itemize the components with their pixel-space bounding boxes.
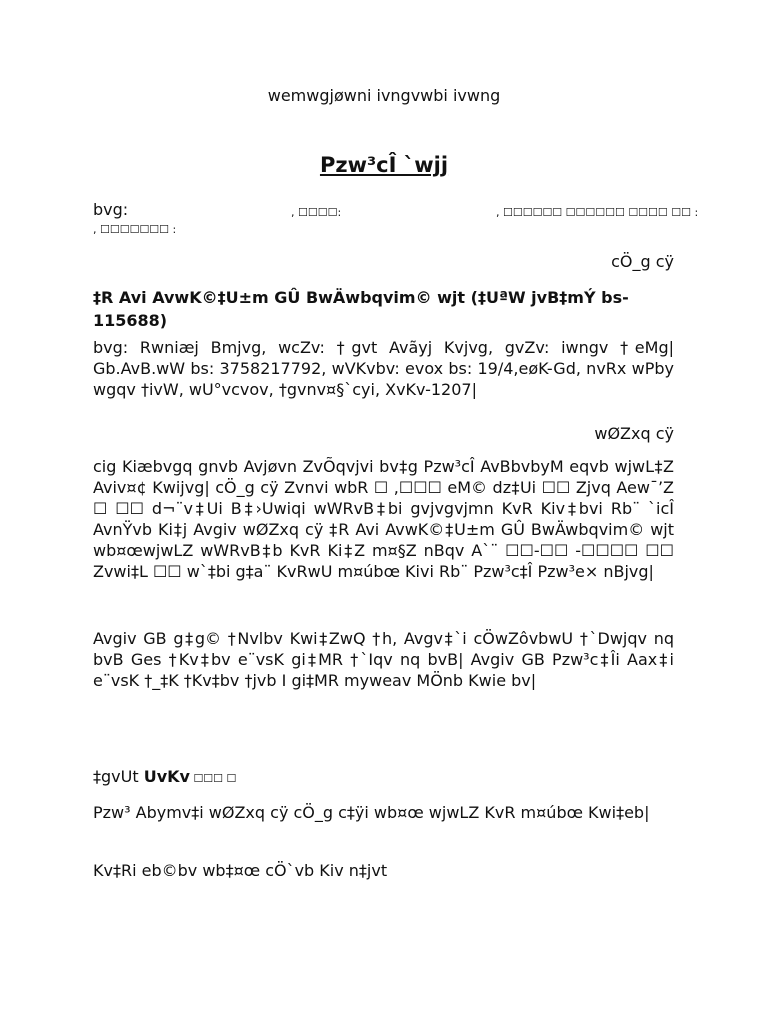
description-line: Kv‡Ri eb©bv wb‡¤œ cÖ`vb Kiv n‡jvt — [93, 861, 388, 880]
total-prefix: ‡gvUt — [93, 767, 144, 786]
total-amount-line — [93, 766, 674, 789]
address-paragraph: bvg: Rwniæj Bmjvg, wcZv: †gvt Avãyj Kvjvg, gvZv: iwngv †eMg| Gb.AvB.wW bs: 3758217792, wVKvbv: evox bs: 19/4,eøK-Gd, nvRx wPby wgqv †ivW, wU°vcvov, †gvnv¤§`cyi, XvKv-1207| — [93, 338, 674, 399]
field-4-label: , ☐☐☐☐☐☐☐ : — [93, 223, 177, 236]
total-bold: UvKv — [143, 767, 190, 786]
party-fields — [93, 200, 699, 240]
field-3-label: , ☐☐☐☐☐☐ ☐☐☐☐☐☐ ☐☐☐☐ ☐☐ : — [496, 206, 699, 219]
total-suffix: ☐☐☐ ☐ — [189, 772, 237, 785]
agreement-paragraph: cig Kiæbvgq gnvb Avjøvn ZvÕqvjvi bv‡g Pzw³cÎ AvBbvbyM eqvb wjwL‡Z Aviv¤¢ Kwijvg| cÖ_g cÿ Zvnvi wbR ☐ ,☐☐☐ eM© dz‡Ui ☐☐ Zjvq Aew¯’Z ☐ ☐☐ d¬¨v‡Ui B‡›Uwiqi wWRvB‡bi gvjvgvjmn KvR Kiv‡bvi Rb¨ `icÎ AvnŸvb Ki‡j Avgiv wØZxq cÿ ‡R Avi AvwK©‡U±m GÛ BwÄwbqvim© wjt wb¤œwjwLZ wWRvB‡b KvR Ki‡Z m¤§Z nBqv A`¨ ☐☐-☐☐ -☐☐☐☐ ☐☐ Zvwi‡L ☐☐ w`‡bi g‡a¨ KvRwU m¤úbœ Kivi Rb¨ Pzw³c‡Î Pzw³e× nBjvg| — [93, 457, 674, 581]
declaration-paragraph: Avgiv GB g‡g© †Nvlbv Kwi‡ZwQ †h, Avgv‡`i cÖwZôvbwU †`Dwjqv nq bvB Ges †Kv‡bv e¨vsK gi‡MR †`Iqv nq bvB| Avgiv GB Pzw³c‡Îi Aax‡i e¨vsK †_‡K †Kv‡bv †jvb I gi‡MR myweav MÖnb Kwie bv| — [93, 629, 674, 690]
party-2-label: wØZxq cÿ — [594, 424, 674, 443]
field-2-label: , ☐☐☐☐: — [291, 206, 342, 219]
document-header: wemwgjøwni ivngvwbi ivwng — [267, 86, 501, 105]
reference-line: ‡R Avi AvwK©‡U±m GÛ BwÄwbqvim© wjt (‡UªW jvB‡mÝ bs- 115688) — [93, 288, 629, 330]
document-title: Pzw³cÎ `wjj — [319, 153, 449, 177]
name-label: bvg: — [93, 200, 129, 219]
party-1-label: cÖ_g cÿ — [611, 252, 674, 271]
work-paragraph: Pzw³ Abymv‡i wØZxq cÿ cÖ_g c‡ÿi wb¤œ wjwLZ KvR m¤úbœ Kwi‡eb| — [93, 803, 650, 822]
